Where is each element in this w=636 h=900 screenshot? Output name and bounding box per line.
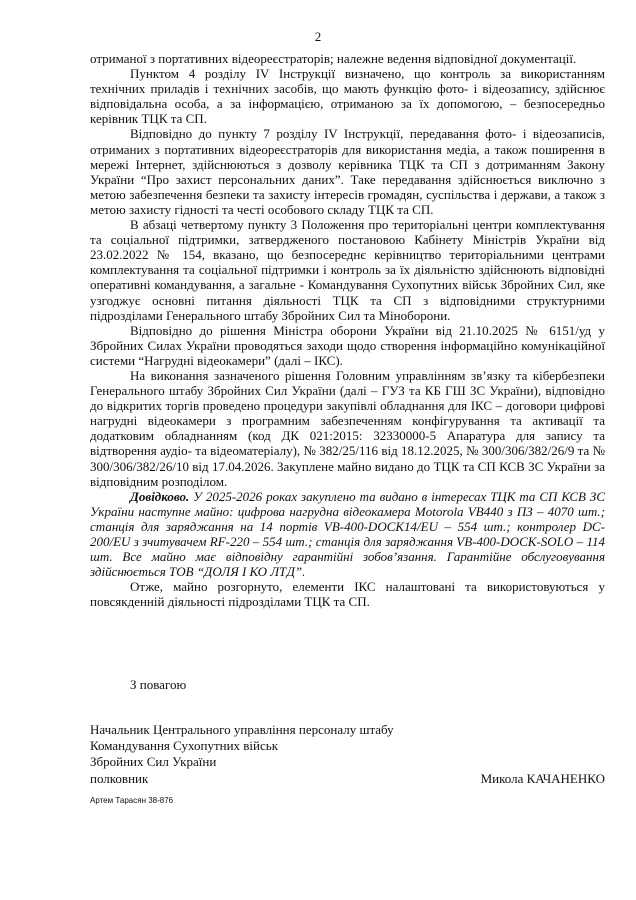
paragraph: В абзаці четвертому пункту 3 Положення про територіальні центри комплектування та соціальної підтримки, затвердженого постановою Кабінету Міністрів України від 23.02.2022 № 154, вказано, що безпосереднє керівництво територіальними центрами комплектування та соціальної підтримки і контроль за їх діяльністю здійснюють відповідні оперативні командування, а загальне - Командування Сухопутних військ Збройних Сил, яке узгоджує основні питання діяльності ТЦК та СП з відповідними структурними підрозділами Генерального штабу Збройних Сил та Міноборони. xyxy=(90,217,605,323)
signatory-position-line: Командування Сухопутних військ xyxy=(90,738,279,754)
paragraph: Відповідно до пункту 7 розділу IV Інструкції, передавання фото- і відеозаписів, отриманих з портативних відеореєстраторів для використання медіа, а також поширення в мережі Інтернет, здійснюються з дозволу керівника ТЦК та СП з дотриманням Закону України “Про захист персональних даних”. Таке передавання здійснюється виключно з метою забезпечення безпеки та захисту інтересів громадян, суспільства і держави, а також з метою захисту гідності та честі особового складу ТЦК та СП. xyxy=(90,126,605,217)
paragraph-continuation: отриманої з портативних відеореєстраторів; належне ведення відповідної документації. xyxy=(90,51,577,66)
executor-info: Артем Тарасян 38-876 xyxy=(90,796,174,805)
signatory-rank: полковник xyxy=(90,770,149,786)
paragraph: На виконання зазначеного рішення Головним управлінням зв’язку та кібербезпеки Генерального штабу Збройних Сил України (далі – ГУЗ та КБ ГШ ЗС України), відповідно до відкритих торгів проведено процедури закупівлі обладнання для ІКС – договори цифрові нагрудні відеокамери з програмним забезпеченням конфігурування та активації та додатковим обладнанням (код ДК 021:2015: 32330000-5 Апаратура для запису та відтворення аудіо- та відеоматеріалу), № 382/25/116 від 18.12.2025, № 300/306/382/26/9 та № 300/306/382/26/10 від 17.04.2026. Закуплене майно видано до ТЦК та СП КСВ ЗС України за відповідним розподілом. xyxy=(90,367,605,489)
signatory-position-line: Збройних Сил України xyxy=(90,754,217,770)
page-number: 2 xyxy=(314,29,322,44)
signature-block xyxy=(90,722,605,787)
letter-body xyxy=(90,51,605,609)
reference-note-text: У 2025-2026 роках закуплено та видано в інтересах ТЦК та СП КСВ ЗС України наступне майно: цифрова нагрудна відеокамера Motorola VB440 з ПЗ – 4070 шт.; станція для заряджання на 14 портів VB-400-DOCK14/EU – 554 шт.; контролер DC-200/EU з зчитувачем RF-220 – 554 шт.; станція для заряджання VB-400-DOCK-SOLO – 114 шт. Все майно має відповідну гарантійні зобов’язання. Гарантійне обслуговування здійснюється ТОВ “ДОЛЯ І КО ЛТД”. xyxy=(90,488,605,580)
paragraph-conclusion: Отже, майно розгорнуто, елементи ІКС налаштовані та використовуються у повсякденній діяльності підрозділами ТЦК та СП. xyxy=(90,579,605,610)
paragraph: Пунктом 4 розділу IV Інструкції визначено, що контроль за використанням технічних приладів і технічних засобів, що мають функцію фото- і відеозапису, здійснює відповідальна особа, а за інформацією, отриманою за їх допомогою, – безпосередньо керівник ТЦК та СП. xyxy=(90,66,605,127)
paragraph: Відповідно до рішення Міністра оборони України від 21.10.2025 № 6151/уд у Збройних Силах України проводяться заходи щодо створення інформаційно комунікаційної системи “Нагрудні відеокамери” (далі – ІКС). xyxy=(90,322,605,368)
closing-phrase: З повагою xyxy=(130,677,187,692)
signatory-position-line: Начальник Центрального управління персоналу штабу xyxy=(90,722,394,737)
signatory-name: Микола КАЧАНЕНКО xyxy=(480,770,605,786)
reference-note xyxy=(90,489,605,580)
reference-note-label: Довідково. xyxy=(130,488,190,504)
